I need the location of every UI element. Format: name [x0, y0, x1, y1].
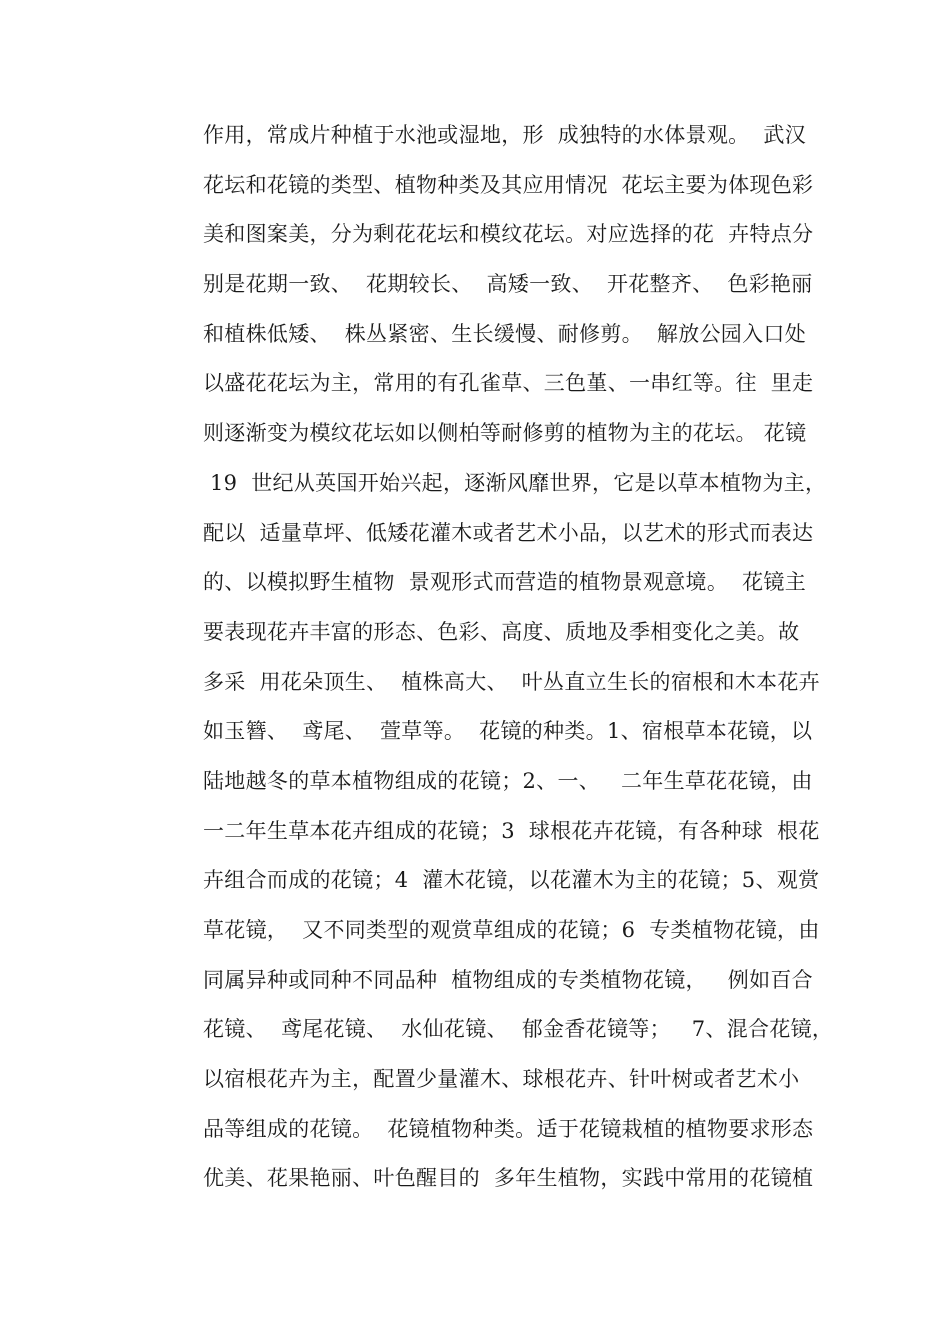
- body-text: [203, 111, 834, 1204]
- text-line: 要表现花卉丰富的形态、色彩、高度、质地及季相变化之美。故: [203, 619, 800, 644]
- text-line: 同属异种或同种不同品种 植物组成的专类植物花镜， 例如百合: [203, 967, 813, 992]
- text-line: 如玉簪、 鸢尾、 萱草等。 花镜的种类。1、宿根草本花镜，以: [203, 719, 813, 744]
- text-line: 优美、花果艳丽、叶色醒目的 多年生植物，实践中常用的花镜植: [203, 1166, 814, 1191]
- text-line: 美和图案美，分为剩花花坛和模纹花坛。对应选择的花 卉特点分: [203, 222, 814, 247]
- text-line: 以盛花花坛为主，常用的有孔雀草、三色堇、一串红等。往 里走: [203, 371, 814, 396]
- text-line: 草花镜， 又不同类型的观赏草组成的花镜；6 专类植物花镜，由: [203, 918, 820, 942]
- text-line: 花镜、 鸢尾花镜、 水仙花镜、 郁金香花镜等； 7、混合花镜，: [203, 1017, 834, 1042]
- text-line: 则逐渐变为模纹花坛如以侧柏等耐修剪的植物为主的花坛。 花镜: [203, 421, 807, 446]
- text-line: 作用，常成片种植于水池或湿地，形 成独特的水体景观。 武汉: [203, 123, 806, 147]
- text-line: 多采 用花朵顶生、 植株高大、 叶丛直立生长的宿根和木本花卉: [203, 669, 820, 694]
- text-line: 19 世纪从英国开始兴起，逐渐风靡世界，它是以草本植物为主，: [203, 470, 827, 495]
- text-line: 配以 适量草坪、低矮花灌木或者艺术小品，以艺术的形式而表达: [203, 520, 814, 545]
- text-line: 花坛和花镜的类型、植物种类及其应用情况 花坛主要为体现色彩: [203, 172, 814, 197]
- text-line: 别是花期一致、 花期较长、 高矮一致、 开花整齐、 色彩艳丽: [203, 272, 813, 297]
- text-line: 以宿根花卉为主，配置少量灌木、球根花卉、针叶树或者艺术小: [203, 1067, 800, 1092]
- text-line: 和植株低矮、 株丛紧密、生长缓慢、耐修剪。 解放公园入口处: [203, 321, 806, 346]
- text-line: 陆地越冬的草本植物组成的花镜；2、一、 二年生草花花镜，由: [203, 768, 813, 793]
- text-line: 品等组成的花镜。 花镜植物种类。适于花镜栽植的植物要求形态: [203, 1116, 814, 1141]
- text-line: 一二年生草本花卉组成的花镜；3 球根花卉花镜，有各种球 根花: [203, 818, 820, 843]
- text-line: 的、以模拟野生植物 景观形式而营造的植物景观意境。 花镜主: [203, 570, 806, 595]
- text-line: 卉组合而成的花镜；4 灌木花镜，以花灌木为主的花镜；5、观赏: [203, 868, 820, 893]
